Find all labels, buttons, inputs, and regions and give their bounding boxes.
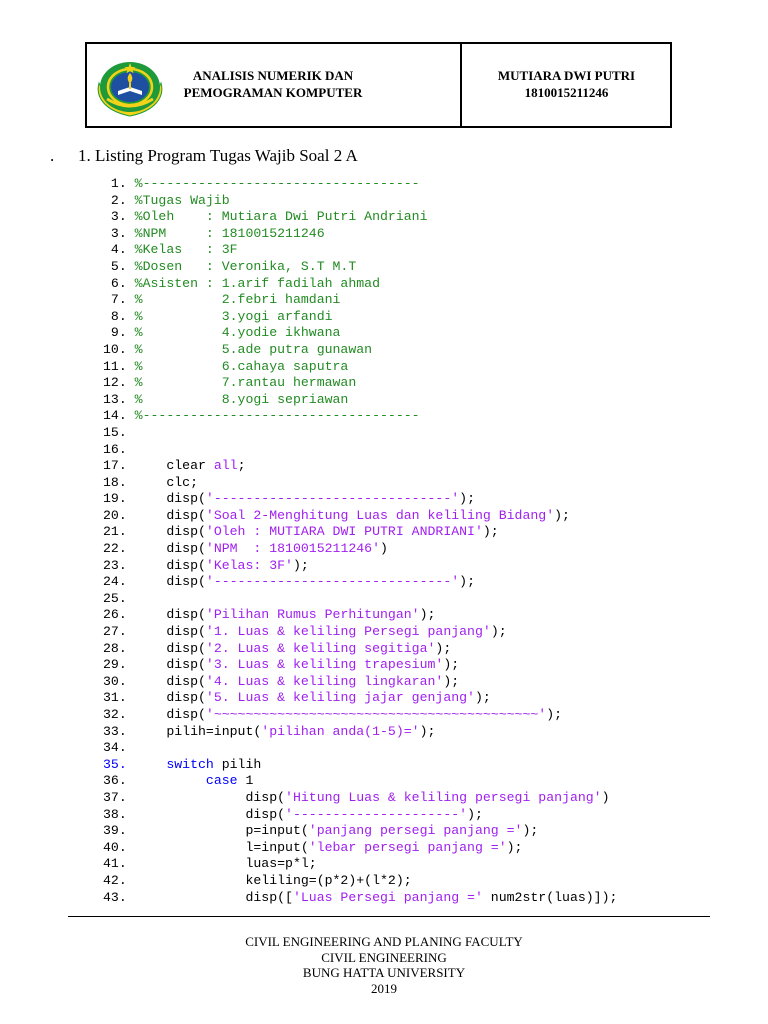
- line-number: 4.: [103, 242, 127, 258]
- section-bullet: .: [50, 146, 55, 165]
- code-line: [103, 292, 753, 309]
- code-line: [103, 707, 753, 724]
- code-token-code: pilih=input(: [134, 723, 262, 739]
- document-footer: [0, 934, 768, 996]
- header-divider: [460, 44, 462, 126]
- course-title-line2: PEMOGRAMAN KOMPUTER: [183, 85, 363, 100]
- code-token-code: ;: [237, 458, 246, 474]
- code-line: [103, 757, 753, 774]
- code-token-string: '---------------------': [285, 806, 468, 822]
- code-line: [103, 740, 753, 757]
- line-number: 29.: [103, 657, 127, 673]
- code-line: [103, 890, 753, 907]
- code-token-code: disp(: [134, 557, 206, 573]
- code-token-code: );: [482, 524, 499, 540]
- code-token-code: disp(: [134, 707, 206, 722]
- section-title: 1. Listing Program Tugas Wajib Soal 2 A: [78, 146, 358, 165]
- code-token-code: );: [419, 723, 436, 739]
- code-line: [103, 276, 753, 293]
- course-title-line1: ANALISIS NUMERIK DAN: [192, 68, 354, 83]
- line-number: 26.: [103, 607, 127, 623]
- code-line: [103, 259, 753, 276]
- line-number: 23.: [103, 557, 127, 573]
- code-line: [103, 392, 753, 409]
- code-line: [103, 193, 753, 210]
- code-token-code: clc;: [134, 474, 198, 490]
- code-token-string: '3. Luas & keliling trapesium': [205, 657, 444, 673]
- code-line: [103, 242, 753, 259]
- code-token-code: );: [459, 574, 475, 590]
- code-line: [103, 690, 753, 707]
- footer-faculty: CIVIL ENGINEERING AND PLANING FACULTY: [245, 934, 523, 949]
- code-token-comment: %NPM : 1810015211246: [134, 225, 325, 241]
- footer-department: CIVIL ENGINEERING: [321, 949, 447, 965]
- code-token-code: );: [474, 690, 491, 706]
- code-token-code: disp(: [134, 657, 206, 673]
- code-token-code: disp(: [134, 524, 206, 540]
- line-number: 31.: [103, 690, 127, 706]
- code-token-code: disp(: [134, 690, 206, 706]
- code-token-string: '5. Luas & keliling jajar genjang': [205, 690, 475, 706]
- line-number: 1.: [103, 176, 127, 191]
- line-number: 39.: [103, 823, 127, 839]
- code-token-code: );: [292, 557, 309, 573]
- code-token-code: );: [419, 607, 436, 623]
- code-token-string: '------------------------------': [205, 574, 460, 590]
- code-token-code: disp(: [134, 624, 206, 640]
- code-line: [103, 823, 753, 840]
- code-token-comment: %Asisten : 1.arif fadilah ahmad: [134, 275, 380, 291]
- code-token-code: [135, 773, 206, 788]
- code-token-string: '~~~~~~~~~~~~~~~~~~~~~~~~~~~~~~~~~~~~~~~~~': [205, 707, 547, 722]
- line-number: 41.: [103, 856, 127, 872]
- section-heading: [50, 146, 358, 166]
- line-number: 40.: [103, 839, 127, 855]
- code-token-code: disp(: [134, 541, 206, 557]
- code-token-comment: % 6.cahaya saputra: [134, 358, 349, 374]
- code-token-comment: %-----------------------------------: [134, 408, 420, 424]
- code-token-code: );: [506, 839, 523, 855]
- document-header: [85, 42, 672, 128]
- code-token-code: ): [380, 541, 388, 557]
- line-number: 43.: [103, 889, 127, 905]
- code-line: [103, 375, 753, 392]
- line-number: 30.: [103, 673, 127, 689]
- code-line: [103, 408, 753, 425]
- code-line: [103, 359, 753, 376]
- line-number: 37.: [103, 789, 127, 805]
- code-line: [103, 657, 753, 674]
- code-token-code: );: [443, 673, 460, 689]
- code-token-comment: % 3.yogi arfandi: [134, 308, 333, 324]
- code-token-code: luas=p*l;: [134, 856, 317, 872]
- code-line: [103, 591, 753, 608]
- line-number: 16.: [103, 441, 127, 457]
- code-token-string: 'Oleh : MUTIARA DWI PUTRI ANDRIANI': [205, 524, 483, 540]
- line-number: 24.: [103, 574, 127, 590]
- line-number: 25.: [103, 590, 127, 606]
- student-info: [463, 67, 670, 101]
- line-number: 3.: [103, 209, 127, 225]
- student-npm: 1810015211246: [524, 85, 609, 100]
- footer-university: BUNG HATTA UNIVERSITY: [302, 965, 466, 980]
- code-token-comment: %-----------------------------------: [134, 176, 420, 191]
- code-line: [103, 475, 753, 492]
- code-token-code: p=input(: [134, 823, 309, 839]
- code-line: [103, 607, 753, 624]
- line-number: 28.: [103, 640, 127, 656]
- code-token-code: pilih: [213, 756, 262, 772]
- code-token-string: 'lebar persegi panjang =': [308, 839, 507, 855]
- code-token-comment: % 8.yogi sepriawan: [134, 391, 349, 407]
- university-emblem-icon: [93, 53, 167, 119]
- code-line: [103, 425, 753, 442]
- student-name: MUTIARA DWI PUTRI: [497, 68, 636, 83]
- code-token-comment: %Tugas Wajib: [134, 192, 230, 208]
- code-token-comment: %Kelas : 3F: [134, 242, 238, 258]
- code-token-code: num2str(luas)]);: [482, 889, 618, 905]
- code-line: [103, 309, 753, 326]
- code-line: [103, 558, 753, 575]
- code-line: [103, 508, 753, 525]
- line-number: 33.: [103, 723, 127, 739]
- line-number: 13.: [103, 391, 127, 407]
- code-line: [103, 773, 753, 790]
- line-number: 17.: [103, 458, 127, 474]
- code-line: [103, 807, 753, 824]
- line-number: 19.: [103, 491, 127, 507]
- line-number: 15.: [103, 424, 127, 440]
- code-line: [103, 524, 753, 541]
- line-number: 5.: [103, 258, 127, 274]
- code-token-code: disp(: [134, 507, 206, 523]
- code-token-string: 'pilihan anda(1-5)=': [261, 723, 420, 739]
- line-number: 32.: [103, 707, 127, 722]
- code-token-string: 'panjang persegi panjang =': [308, 823, 523, 839]
- code-line: [103, 873, 753, 890]
- code-token-code: );: [443, 657, 460, 673]
- code-token-code: );: [459, 491, 475, 507]
- footer-divider: [68, 916, 710, 917]
- line-number: 9.: [103, 325, 127, 341]
- code-token-comment: %Dosen : Veronika, S.T M.T: [134, 258, 357, 274]
- code-line: [103, 176, 753, 193]
- code-token-keyword: switch: [134, 756, 214, 772]
- line-number: 35.: [103, 756, 127, 772]
- code-line: [103, 840, 753, 857]
- code-token-comment: % 4.yodie ikhwana: [134, 325, 341, 341]
- line-number: 7.: [103, 292, 127, 308]
- code-token-code: );: [467, 806, 483, 822]
- code-token-string: '2. Luas & keliling segitiga': [205, 640, 436, 656]
- code-token-code: );: [554, 507, 570, 523]
- code-token-code: );: [490, 624, 507, 640]
- line-number: 8.: [103, 308, 127, 324]
- code-line: [103, 226, 753, 243]
- line-number: 20.: [103, 507, 127, 523]
- code-token-code: );: [546, 707, 563, 722]
- code-line: [103, 491, 753, 508]
- code-token-string: '------------------------------': [205, 491, 460, 507]
- code-token-string: 'Pilihan Rumus Perhitungan': [205, 607, 420, 623]
- code-line: [103, 641, 753, 658]
- line-number: 18.: [103, 474, 127, 490]
- code-token-string: 'NPM : 1810015211246': [205, 541, 381, 557]
- footer-year: 2019: [371, 980, 397, 996]
- code-token-comment: %Oleh : Mutiara Dwi Putri Andriani: [134, 209, 428, 225]
- line-number: 3.: [103, 225, 127, 241]
- code-token-code: disp(: [134, 491, 206, 507]
- code-token-code: disp(: [134, 806, 286, 822]
- code-line: [103, 624, 753, 641]
- line-number: 12.: [103, 375, 127, 391]
- code-line: [103, 790, 753, 807]
- code-line: [103, 342, 753, 359]
- code-token-comment: % 7.rantau hermawan: [134, 375, 357, 391]
- code-line: [103, 674, 753, 691]
- code-line: [103, 325, 753, 342]
- code-token-code: disp(: [134, 607, 206, 623]
- line-number: 2.: [103, 192, 127, 208]
- code-line: [103, 856, 753, 873]
- code-line: [103, 442, 753, 459]
- code-token-code: );: [522, 823, 539, 839]
- code-token-code: disp(: [134, 640, 206, 656]
- code-line: [103, 209, 753, 226]
- code-token-string: 'Luas Persegi panjang =': [292, 889, 483, 905]
- line-number: 11.: [103, 358, 127, 374]
- code-line: [103, 541, 753, 558]
- code-token-code: disp(: [134, 574, 206, 590]
- line-number: 42.: [103, 872, 127, 888]
- code-token-string: '1. Luas & keliling Persegi panjang': [205, 624, 491, 640]
- code-token-code: disp([: [134, 889, 293, 905]
- code-token-code: ): [601, 789, 610, 805]
- code-token-string: '4. Luas & keliling lingkaran': [205, 673, 444, 689]
- code-token-keyword: case: [205, 773, 238, 789]
- line-number: 6.: [103, 275, 127, 291]
- code-token-code: disp(: [134, 673, 206, 689]
- code-token-string: 'Hitung Luas & keliling persegi panjang': [285, 789, 602, 805]
- code-token-comment: % 2.febri hamdani: [134, 292, 341, 308]
- line-number: 38.: [103, 806, 127, 822]
- code-line: [103, 574, 753, 591]
- line-number: 36.: [103, 773, 127, 789]
- line-number: 14.: [103, 408, 127, 424]
- code-token-string: 'Soal 2-Menghitung Luas dan keliling Bidang': [205, 507, 555, 523]
- code-line: [103, 458, 753, 475]
- code-token-code: disp(: [134, 789, 286, 805]
- code-token-code: keliling=(p*2)+(l*2);: [134, 872, 412, 888]
- code-line: [103, 724, 753, 741]
- line-number: 10.: [103, 341, 127, 357]
- line-number: 22.: [103, 541, 127, 557]
- code-token-string: 'Kelas: 3F': [205, 557, 293, 573]
- code-token-code: clear: [134, 458, 214, 474]
- code-listing: [103, 176, 753, 906]
- code-token-string: all: [213, 458, 238, 474]
- code-token-code: 1: [237, 773, 254, 789]
- code-token-code: );: [435, 640, 452, 656]
- line-number: 34.: [103, 740, 127, 756]
- line-number: 21.: [103, 524, 127, 540]
- code-token-code: l=input(: [134, 839, 309, 855]
- line-number: 27.: [103, 624, 127, 640]
- code-token-comment: % 5.ade putra gunawan: [134, 341, 373, 357]
- course-title: [167, 67, 379, 101]
